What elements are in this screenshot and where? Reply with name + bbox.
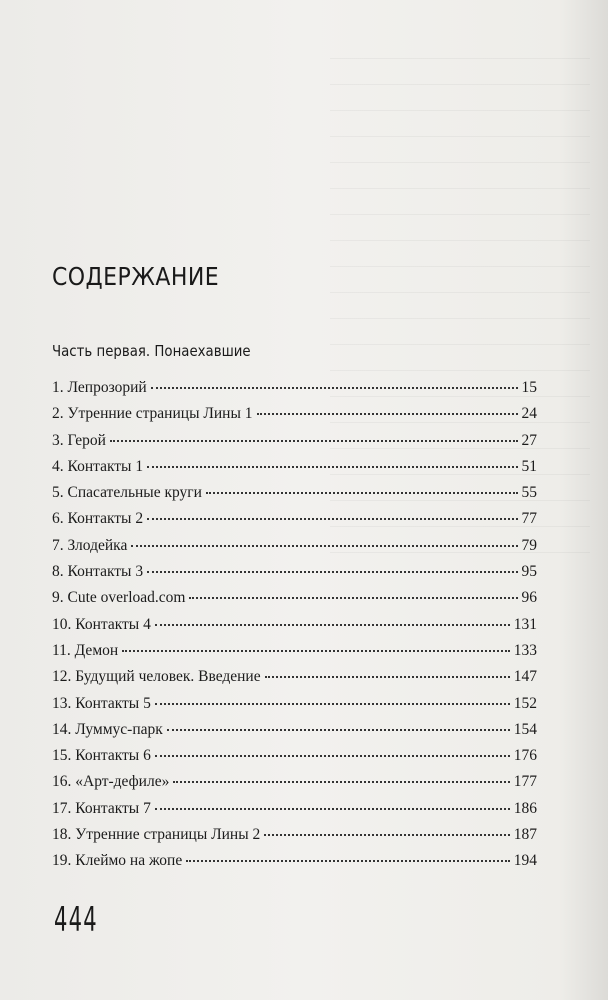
- dot-leader: [147, 570, 517, 573]
- dot-leader: [131, 544, 517, 547]
- dot-leader: [110, 439, 518, 442]
- toc-entry-page: 176: [513, 747, 537, 765]
- toc-entry: [52, 848, 537, 874]
- toc-entry-title: 9. Cute overload.com: [52, 589, 186, 607]
- toc-entry-title: 12. Будущий человек. Введение: [52, 668, 261, 686]
- toc-entry-title: 13. Контакты 5: [52, 694, 151, 712]
- dot-leader: [151, 386, 518, 389]
- dot-leader: [265, 675, 510, 678]
- toc-entry: [52, 506, 537, 532]
- toc-entry: [52, 401, 537, 427]
- toc-entry-title: 1. Лепрозорий: [52, 379, 147, 396]
- toc-entry-title: 4. Контакты 1: [52, 457, 144, 475]
- dot-leader: [264, 833, 510, 836]
- dot-leader: [155, 623, 510, 626]
- toc-entry-title: 15. Контакты 6: [52, 747, 151, 765]
- toc-entry-title: 10. Контакты 4: [52, 615, 151, 633]
- toc-entry: [52, 822, 537, 848]
- toc-entry: [52, 664, 537, 690]
- toc-entry: [52, 559, 537, 585]
- dot-leader: [257, 412, 518, 415]
- toc-entry: [52, 480, 537, 506]
- toc-entry-page: 154: [513, 720, 537, 738]
- toc-entry-page: 177: [513, 773, 537, 791]
- toc-entry-page: 194: [513, 852, 537, 870]
- toc-entry-title: 16. «Арт-дефиле»: [52, 773, 170, 791]
- toc-entry: [52, 585, 537, 611]
- dot-leader: [155, 754, 510, 757]
- dot-leader: [147, 465, 517, 468]
- toc-entry: [52, 428, 537, 454]
- toc-entry-title: 2. Утренние страницы Лины 1: [52, 405, 253, 423]
- toc-entry-title: 14. Луммус-парк: [52, 720, 163, 738]
- part-heading: Часть первая. Понаехавшие: [52, 342, 251, 360]
- toc-entry-page: 186: [513, 799, 537, 817]
- toc-entry-page: 95: [521, 563, 537, 581]
- dot-leader: [206, 491, 518, 494]
- page-number: 444: [54, 900, 98, 940]
- dot-leader: [122, 649, 510, 652]
- toc-entry-page: 51: [521, 457, 537, 475]
- toc-entry: [52, 769, 537, 795]
- toc-entry: [52, 717, 537, 743]
- dot-leader: [167, 728, 510, 731]
- dot-leader: [189, 596, 517, 599]
- toc-entry-title: 7. Злодейка: [52, 536, 128, 554]
- toc-entry-title: 18. Утренние страницы Лины 2: [52, 826, 261, 844]
- toc-entry-page: 147: [513, 668, 537, 686]
- toc-entry: [52, 375, 537, 401]
- dot-leader: [155, 702, 510, 705]
- table-of-contents: [52, 375, 537, 875]
- toc-entry-title: 8. Контакты 3: [52, 563, 144, 581]
- toc-entry: [52, 796, 537, 822]
- toc-entry-page: 96: [521, 589, 537, 607]
- dot-leader: [186, 859, 510, 862]
- toc-entry-page: 79: [521, 536, 537, 554]
- toc-entry: [52, 612, 537, 638]
- toc-entry-page: 24: [521, 405, 537, 423]
- toc-entry-page: 133: [513, 641, 537, 659]
- toc-entry-page: 187: [513, 826, 537, 844]
- page-title: СОДЕРЖАНИЕ: [52, 262, 220, 291]
- toc-entry: [52, 638, 537, 664]
- toc-entry: [52, 743, 537, 769]
- toc-entry-page: 27: [521, 431, 537, 449]
- toc-entry-title: 17. Контакты 7: [52, 799, 151, 817]
- toc-entry-page: 131: [513, 615, 537, 633]
- toc-entry-title: 5. Спасательные круги: [52, 484, 202, 502]
- toc-entry-title: 19. Клеймо на жопе: [52, 852, 183, 870]
- dot-leader: [173, 780, 509, 783]
- toc-entry-page: 152: [513, 694, 537, 712]
- toc-entry: [52, 691, 537, 717]
- toc-entry-page: 15: [521, 379, 537, 396]
- toc-entry-page: 55: [521, 484, 537, 502]
- toc-entry-title: 6. Контакты 2: [52, 510, 144, 528]
- toc-entry-title: 3. Герой: [52, 431, 106, 449]
- toc-entry-title: 11. Демон: [52, 641, 119, 659]
- dot-leader: [155, 807, 510, 810]
- toc-entry: [52, 533, 537, 559]
- toc-entry-page: 77: [521, 510, 537, 528]
- dot-leader: [147, 517, 517, 520]
- toc-entry: [52, 454, 537, 480]
